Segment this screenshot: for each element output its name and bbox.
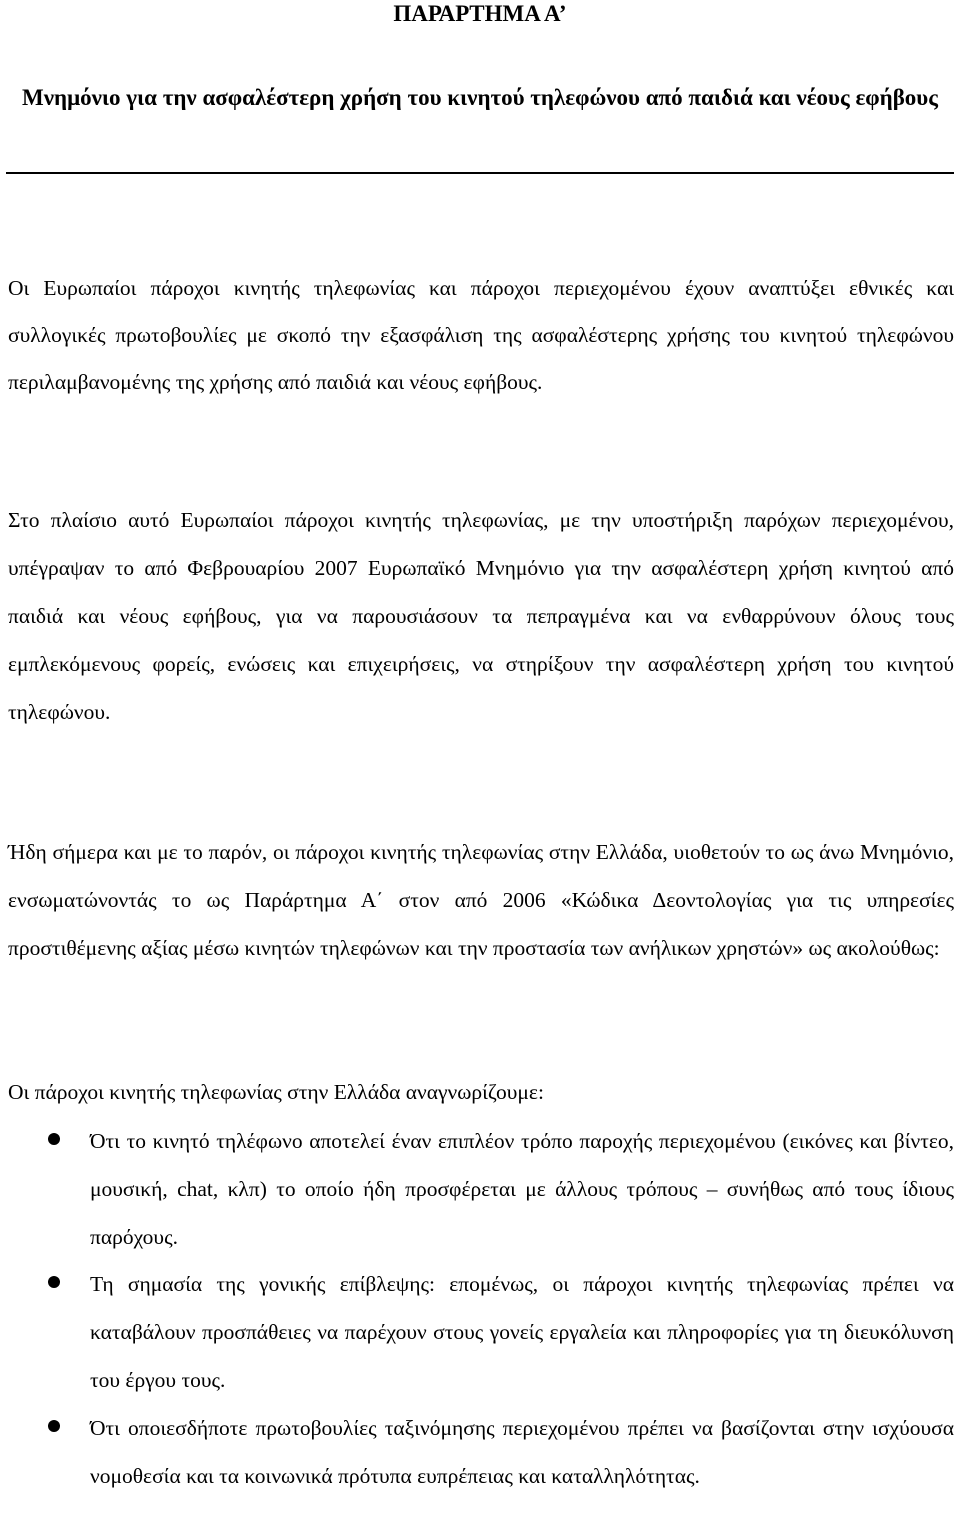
paragraph-european-memo: Στο πλαίσιο αυτό Ευρωπαίοι πάροχοι κινητής τηλεφωνίας, με την υποστήριξη παρόχων περιεχομένου, υπέγραψαν το από Φεβρουαρίου 2007 Ευρωπαϊκό Μνημόνιο για την ασφαλέστερη χρήση κινητού από παιδιά και νέους εφήβους, για να παρουσιάσουν τα πεπραγμένα και να ενθαρρύνουν όλους τους εμπλεκόμενους φορείς, ενώσεις και επιχειρήσεις, να στηρίξουν την ασφαλέστερη χρήση του κινητού τηλεφώνου. bbox=[8, 508, 954, 724]
title-divider bbox=[6, 172, 954, 174]
list-item-text: Τη σημασία της γονικής επίβλεψης: επομένως, οι πάροχοι κινητής τηλεφωνίας πρέπει να καταβάλουν προσπάθειες να παρέχουν στους γονείς εργαλεία και πληροφορίες για τη διευκόλυνση του έργου τους. bbox=[90, 1272, 954, 1392]
list-item-text: Ότι το κινητό τηλέφωνο αποτελεί έναν επιπλέον τρόπο παροχής περιεχομένου (εικόνες και βίντεο, μουσική, chat, κλπ) το οποίο ήδη προσφέρεται με άλλους τρόπους – συνήθως από τους ίδιους παρόχους. bbox=[90, 1129, 954, 1249]
bullet-icon bbox=[48, 1276, 60, 1288]
paragraph-recognition-lead: Οι πάροχοι κινητής τηλεφωνίας στην Ελλάδα αναγνωρίζουμε: bbox=[8, 1080, 544, 1104]
annex-title: ΠΑΡΑΡΤΗΜΑ Α’ bbox=[393, 1, 567, 26]
paragraph-greek-adoption: Ήδη σήμερα και με το παρόν, οι πάροχοι κινητής τηλεφωνίας στην Ελλάδα, υιοθετούν το ως άνω Μνημόνιο, ενσωματώνοντάς το ως Παράρτημα Α΄ στον από 2006 «Κώδικα Δεοντολογίας για τις υπηρεσίες προστιθέμενης αξίας μέσω κινητών τηλεφώνων και την προστασία των ανήλικων χρηστών» ως ακολούθως: bbox=[8, 840, 954, 960]
list-item-text: Ότι οποιεσδήποτε πρωτοβουλίες ταξινόμησης περιεχομένου πρέπει να βασίζονται στην ισχύουσα νομοθεσία και τα κοινωνικά πρότυπα ευπρέπειας και καταλληλότητας. bbox=[90, 1416, 954, 1488]
memo-title: Μνημόνιο για την ασφαλέστερη χρήση του κινητού τηλεφώνου από παιδιά και νέους εφήβους bbox=[22, 85, 938, 110]
paragraph-intro: Οι Ευρωπαίοι πάροχοι κινητής τηλεφωνίας και πάροχοι περιεχομένου έχουν αναπτύξει εθνικές και συλλογικές πρωτοβουλίες με σκοπό την εξασφάλιση της ασφαλέστερης χρήσης του κινητού τηλεφώνου περιλαμβανομένης της χρήσης από παιδιά και νέους εφήβους. bbox=[8, 276, 954, 394]
bullet-icon bbox=[48, 1133, 60, 1145]
bullet-icon bbox=[48, 1420, 60, 1432]
